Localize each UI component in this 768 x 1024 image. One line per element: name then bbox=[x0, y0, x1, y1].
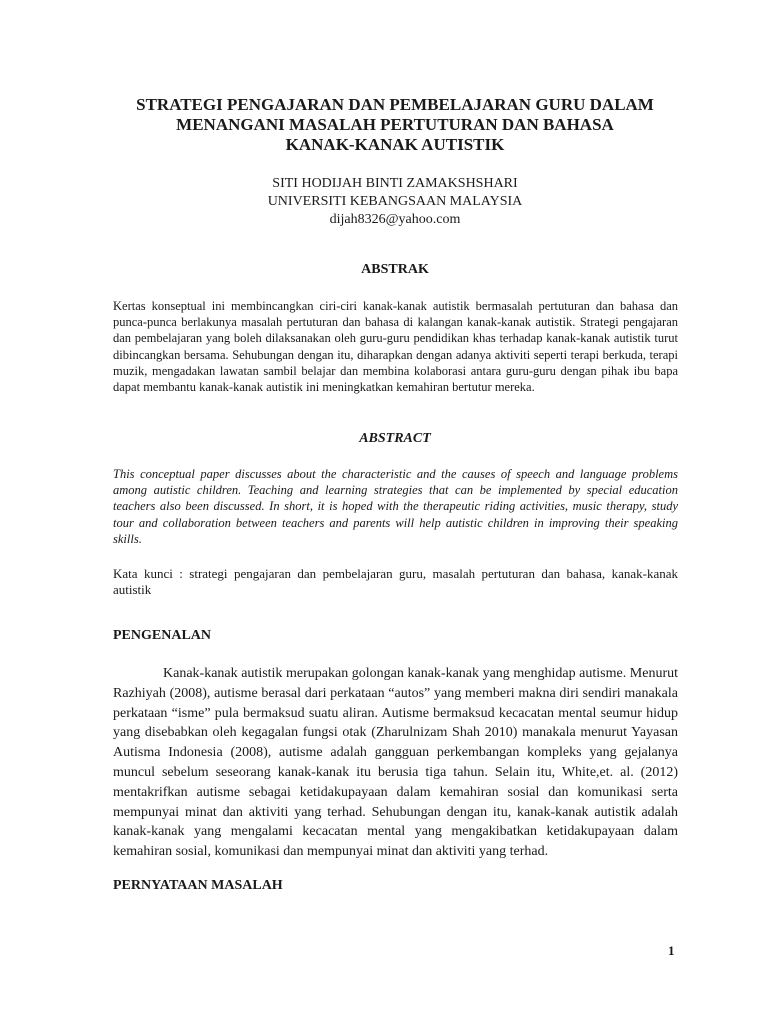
abstract-heading: ABSTRACT bbox=[359, 431, 431, 446]
pernyataan-masalah-heading: PERNYATAAN MASALAH bbox=[113, 878, 283, 893]
pengenalan-text: Kanak-kanak autistik merupakan golongan kanak-kanak yang menghidap autisme. Menurut Razhiyah (2008), autisme berasal dari perkataan “autos” yang memberi makna diri sendiri manakala perkataan “isme” pula bermaksud suatu aliran. Autisme bermaksud kecacatan mental seumur hidup yang disebabkan oleh kegagalan fungsi otak (Zharulnizam Shah 2010) manakala menurut Yayasan Autisma Indonesia (2008), autisme adalah gangguan perkembangan kompleks yang gejalanya muncul sebelum seseorang kanak-kanak itu berusia tiga tahun. Selain itu, White,et. al. (2012) mentakrifkan autisme sebagai ketidakupayaan dalam kemahiran sosial dan komunikasi serta mempunyai minat dan aktiviti yang terhad. Sehubungan dengan itu, kanak-kanak autistik adalah kanak-kanak yang mengalami kecacatan mental yang mengakibatkan ketidakupayaan dalam kemahiran sosial, komunikasi dan mempunyai minat dan aktiviti yang terhad. bbox=[113, 666, 678, 860]
abstract-text: This conceptual paper discusses about the characteristic and the causes of speech and language problems among autistic children. Teaching and learning strategies that can be implemented by special education teachers also been discussed. In short, it is hoped with the therapeutic riding activities, music therapy, study tour and collaboration between teachers and parents will help autistic children in improving their speaking skills. bbox=[113, 467, 678, 546]
title-line: MENANGANI MASALAH PERTUTURAN DAN BAHASA bbox=[176, 115, 614, 134]
abstrak-text: Kertas konseptual ini membincangkan ciri-ciri kanak-kanak autistik bermasalah pertuturan dan bahasa dan punca-punca berlakunya masalah pertuturan dan bahasa di kalangan kanak-kanak autistik. Strategi pengajaran dan pembelajaran yang boleh dilaksanakan oleh guru-guru pendidikan khas terhadap kanak-kanak autistik turut dibincangkan bersama. Sehubungan dengan itu, diharapkan dengan adanya aktiviti seperti terapi berkuda, terapi muzik, mengadakan lawatan sambil belajar dan membina kolaborasi antara guru-guru dengan pihak ibu bapa dapat membantu kanak-kanak autistik ini meningkatkan kemahiran bertutur mereka. bbox=[113, 299, 678, 395]
title-line: KANAK-KANAK AUTISTIK bbox=[285, 135, 505, 154]
paper-title bbox=[100, 95, 690, 155]
page-number: 1 bbox=[668, 943, 675, 958]
author-name: SITI HODIJAH BINTI ZAMAKSHSHARI bbox=[272, 176, 518, 191]
title-line: STRATEGI PENGAJARAN DAN PEMBELAJARAN GURU DALAM bbox=[136, 95, 654, 114]
abstrak-heading: ABSTRAK bbox=[361, 262, 429, 277]
keywords: Kata kunci : strategi pengajaran dan pembelajaran guru, masalah pertuturan dan bahasa, kanak-kanak autistik bbox=[113, 566, 678, 598]
author-block bbox=[100, 175, 690, 229]
author-affiliation: UNIVERSITI KEBANGSAAN MALAYSIA bbox=[267, 194, 523, 209]
pengenalan-heading: PENGENALAN bbox=[113, 628, 212, 643]
author-email: dijah8326@yahoo.com bbox=[329, 212, 461, 227]
